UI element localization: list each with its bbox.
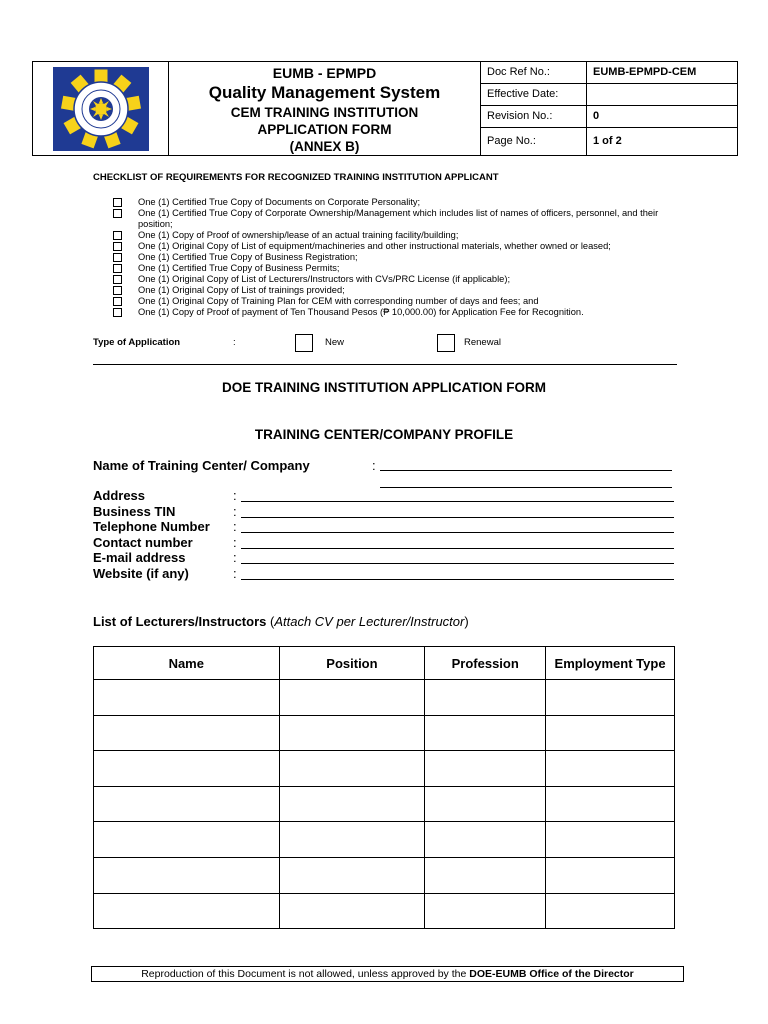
- checkbox[interactable]: [113, 198, 122, 207]
- profile-title: TRAINING CENTER/COMPANY PROFILE: [254, 427, 514, 442]
- table-cell[interactable]: [94, 786, 280, 822]
- checklist-item: [113, 208, 683, 230]
- table-row: [94, 751, 675, 787]
- checklist-item-text: One (1) Original Copy of List of equipment/machineries and other instructional materials, whether owned or leased;: [138, 241, 611, 251]
- table-cell[interactable]: [546, 893, 675, 929]
- table-cell[interactable]: [425, 751, 546, 787]
- meta-value: 0: [593, 110, 600, 123]
- checklist-item-text: One (1) Copy of Proof of ownership/lease of an actual training facility/building;: [138, 230, 459, 240]
- column-header-profession: Profession: [425, 647, 546, 680]
- website-input-line[interactable]: [241, 579, 674, 580]
- table-cell[interactable]: [279, 893, 425, 929]
- checklist: [113, 197, 683, 318]
- org-name: EUMB - EPMPD: [272, 65, 377, 81]
- contact-input-line[interactable]: [241, 548, 674, 549]
- column-header-employment-type: Employment Type: [546, 647, 675, 680]
- meta-row-doc-ref: [481, 62, 737, 84]
- meta-label: Doc Ref No.:: [481, 62, 587, 83]
- lecturers-note-close: ): [464, 614, 469, 629]
- meta-value: [587, 84, 737, 105]
- checklist-item: [113, 296, 683, 307]
- table-cell[interactable]: [279, 751, 425, 787]
- table-cell[interactable]: [94, 715, 280, 751]
- checklist-item: [113, 285, 683, 296]
- checklist-item: [113, 197, 683, 208]
- renewal-label: Renewal: [464, 337, 501, 348]
- checklist-item: [113, 263, 683, 274]
- checklist-item: [113, 230, 683, 241]
- checklist-item: [113, 274, 683, 285]
- doe-seal-logo: [53, 67, 149, 151]
- table-cell[interactable]: [425, 786, 546, 822]
- column-header-position: Position: [279, 647, 425, 680]
- table-cell[interactable]: [279, 680, 425, 716]
- table-row: [94, 822, 675, 858]
- table-row: [94, 715, 675, 751]
- table-cell[interactable]: [94, 751, 280, 787]
- tin-label: Business TIN: [93, 504, 176, 519]
- lecturers-title: [93, 614, 469, 629]
- website-label: Website (if any): [93, 566, 189, 581]
- table-cell[interactable]: [94, 822, 280, 858]
- footer-text: Reproduction of this Document is not allowed, unless approved by the: [141, 968, 470, 980]
- table-cell[interactable]: [94, 680, 280, 716]
- table-cell[interactable]: [546, 857, 675, 893]
- table-cell[interactable]: [425, 715, 546, 751]
- meta-row-revision: [481, 106, 737, 128]
- meta-label: Effective Date:: [481, 84, 587, 105]
- checkbox[interactable]: [113, 275, 122, 284]
- field-colon: :: [233, 535, 237, 550]
- meta-label: Revision No.:: [481, 106, 587, 127]
- meta-row-page: [481, 128, 737, 155]
- checklist-item: [113, 307, 683, 318]
- form-name-line2: APPLICATION FORM: [257, 122, 392, 137]
- table-row: [94, 857, 675, 893]
- table-cell[interactable]: [279, 786, 425, 822]
- field-colon: :: [372, 458, 376, 473]
- checkbox[interactable]: [113, 308, 122, 317]
- checklist-item-text: One (1) Certified True Copy of Documents on Corporate Personality;: [138, 197, 421, 207]
- checkbox[interactable]: [113, 253, 122, 262]
- telephone-input-line[interactable]: [241, 532, 674, 533]
- table-cell[interactable]: [546, 751, 675, 787]
- name-label: Name of Training Center/ Company: [93, 458, 310, 473]
- table-cell[interactable]: [425, 857, 546, 893]
- checklist-item-text: One (1) Original Copy of List of Lecturers/Instructors with CVs/PRC License (if applicable);: [138, 274, 511, 284]
- checkbox[interactable]: [113, 231, 122, 240]
- footer-notice: [91, 966, 684, 982]
- system-name: Quality Management System: [208, 83, 441, 102]
- footer-bold-text: DOE-EUMB Office of the Director: [469, 968, 634, 980]
- section-divider: [93, 364, 677, 365]
- table-header-row: [94, 647, 675, 680]
- table-row: [94, 680, 675, 716]
- checklist-item: [113, 252, 683, 263]
- table-cell[interactable]: [546, 822, 675, 858]
- form-name-line3: (ANNEX B): [289, 139, 360, 154]
- address-label: Address: [93, 488, 146, 503]
- checkbox[interactable]: [113, 297, 122, 306]
- table-cell[interactable]: [279, 857, 425, 893]
- checklist-item-text: One (1) Copy of Proof of payment of Ten Thousand Pesos (₱ 10,000.00) for Application Fee for Recognition.: [138, 307, 584, 317]
- checkbox[interactable]: [113, 209, 122, 218]
- field-colon: :: [233, 519, 237, 534]
- table-cell[interactable]: [94, 857, 280, 893]
- field-colon: :: [233, 550, 237, 565]
- table-cell[interactable]: [279, 822, 425, 858]
- table-cell[interactable]: [425, 893, 546, 929]
- checklist-heading: CHECKLIST OF REQUIREMENTS FOR RECOGNIZED TRAINING INSTITUTION APPLICANT: [93, 172, 499, 183]
- header-meta-table: [481, 62, 737, 155]
- field-colon: :: [233, 504, 237, 519]
- checkbox[interactable]: [113, 264, 122, 273]
- form-name-line1: CEM TRAINING INSTITUTION: [230, 105, 419, 120]
- table-cell[interactable]: [546, 715, 675, 751]
- table-row: [94, 893, 675, 929]
- application-type-row: [93, 334, 693, 354]
- application-type-colon: :: [233, 337, 236, 348]
- table-cell[interactable]: [279, 715, 425, 751]
- meta-value: EUMB-EPMPD-CEM: [593, 66, 697, 79]
- application-type-label: Type of Application: [93, 337, 181, 348]
- lecturers-note: Attach CV per Lecturer/Instructor: [274, 614, 465, 629]
- telephone-label: Telephone Number: [93, 519, 210, 534]
- field-colon: :: [233, 488, 237, 503]
- table-cell[interactable]: [546, 680, 675, 716]
- table-cell[interactable]: [546, 786, 675, 822]
- checklist-item-text: One (1) Certified True Copy of Business Registration;: [138, 252, 358, 262]
- document-header: [32, 61, 738, 156]
- meta-row-effective-date: [481, 84, 737, 106]
- name-input-line[interactable]: [380, 470, 672, 471]
- meta-label: Page No.:: [481, 128, 587, 155]
- email-label: E-mail address: [93, 550, 186, 565]
- form-title: DOE TRAINING INSTITUTION APPLICATION FORM: [222, 380, 546, 395]
- checklist-item-text: One (1) Certified True Copy of Business Permits;: [138, 263, 340, 273]
- field-colon: :: [233, 566, 237, 581]
- meta-value: 1 of 2: [593, 135, 622, 148]
- address-input-line[interactable]: [241, 501, 674, 502]
- table-row: [94, 786, 675, 822]
- checkbox[interactable]: [113, 242, 122, 251]
- lecturers-title-text: List of Lecturers/Instructors: [93, 614, 267, 629]
- name-input-line-2[interactable]: [380, 487, 672, 488]
- renewal-checkbox[interactable]: [437, 334, 455, 352]
- column-header-name: Name: [94, 647, 280, 680]
- lecturers-table: [93, 646, 675, 929]
- email-input-line[interactable]: [241, 563, 674, 564]
- lecturers-note-open: (: [266, 614, 275, 629]
- header-title-block: [169, 62, 481, 155]
- table-cell[interactable]: [94, 893, 280, 929]
- tin-input-line[interactable]: [241, 517, 674, 518]
- new-checkbox[interactable]: [295, 334, 313, 352]
- logo-cell: [33, 62, 169, 155]
- checkbox[interactable]: [113, 286, 122, 295]
- checklist-item-text: One (1) Original Copy of Training Plan for CEM with corresponding number of days and fees; and: [138, 296, 539, 306]
- new-label: New: [325, 337, 345, 348]
- checklist-item-text: One (1) Original Copy of List of trainings provided;: [138, 285, 345, 295]
- table-cell[interactable]: [425, 822, 546, 858]
- checklist-item-text: One (1) Certified True Copy of Corporate Ownership/Management which includes list of names of officers, personnel, and their position;: [138, 208, 659, 229]
- table-cell[interactable]: [425, 680, 546, 716]
- contact-label: Contact number: [93, 535, 193, 550]
- checklist-item: [113, 241, 683, 252]
